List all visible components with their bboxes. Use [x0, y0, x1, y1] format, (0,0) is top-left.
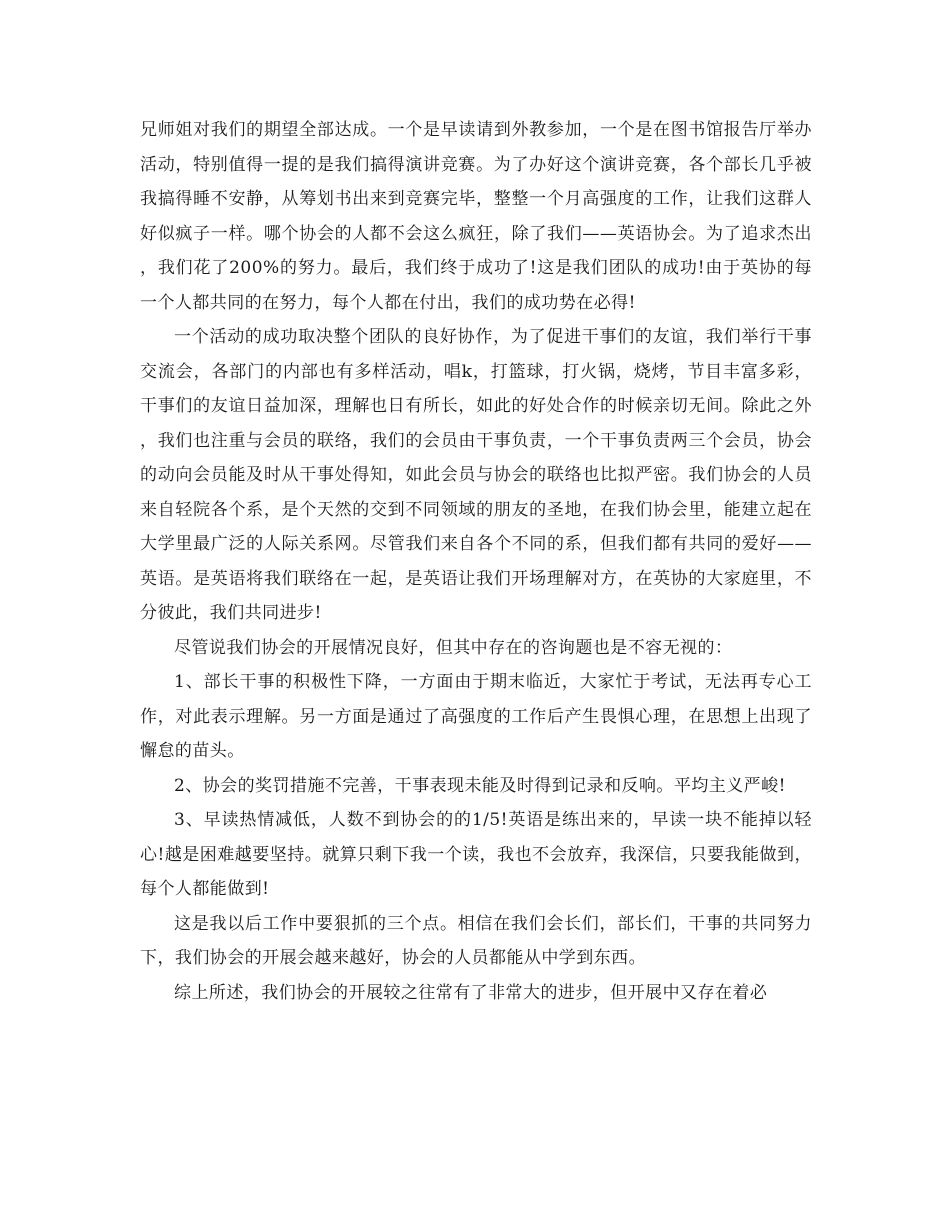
paragraph-1: 兄师姐对我们的期望全部达成。一个是早读请到外教参加，一个是在图书馆报告厅举办活动，特别值得一提的是我们搞得演讲竞赛。为了办好这个演讲竞赛，各个部长几乎被我搞得睡不安静，从筹划书出来到竞赛完毕，整整一个月高强度的工作，让我们这群人好似疯子一样。哪个协会的人都不会这么疯狂，除了我们——英语协会。为了追求杰出，我们花了200%的努力。最后，我们终于成功了!这是我们团队的成功!由于英协的每一个人都共同的在努力，每个人都在付出，我们的成功势在必得! [140, 120, 812, 313]
paragraph-8: 综上所述，我们协会的开展较之往常有了非常大的进步，但开展中又存在着必 [174, 982, 768, 1003]
paragraph-2: 一个活动的成功取决整个团队的良好协作，为了促进干事们的友谊，我们举行干事交流会，各部门的内部也有多样活动，唱k，打篮球，打火锅，烧烤，节目丰富多彩，干事们的友谊日益加深，理解也日有所长，如此的好处合作的时候亲切无间。除此之外，我们也注重与会员的联络，我们的会员由干事负责，一个干事负责两三个会员，协会的动向会员能及时从干事处得知，如此会员与协会的联络也比拟严密。我们协会的人员来自轻院各个系，是个天然的交到不同领域的朋友的圣地，在我们协会里，能建立起在大学里最广泛的人际关系网。尽管我们来自各个不同的系，但我们都有共同的爱好——英语。是英语将我们联络在一起，是英语让我们开场理解对方，在英协的大家庭里，不分彼此，我们共同进步! [140, 327, 812, 623]
paragraph-5: 2、协会的奖罚措施不完善，干事表现未能及时得到记录和反响。平均主义严峻! [174, 775, 786, 796]
paragraph-4: 1、部长干事的积极性下降，一方面由于期末临近，大家忙于考试，无法再专心工作，对此表示理解。另一方面是通过了高强度的工作后产生畏惧心理，在思想上出现了懈怠的苗头。 [140, 672, 812, 761]
paragraph-7: 这是我以后工作中要狠抓的三个点。相信在我们会长们，部长们，干事的共同努力下，我们协会的开展会越来越好，协会的人员都能从中学到东西。 [140, 913, 812, 968]
paragraph-3: 尽管说我们协会的开展情况良好，但其中存在的咨询题也是不容无视的： [174, 637, 733, 658]
document-page [140, 113, 812, 1010]
paragraph-6: 3、早读热情减低，人数不到协会的的1/5!英语是练出来的，早读一块不能掉以轻心!越是困难越要坚持。就算只剩下我一个读，我也不会放弃，我深信，只要我能做到，每个人都能做到! [140, 810, 812, 899]
